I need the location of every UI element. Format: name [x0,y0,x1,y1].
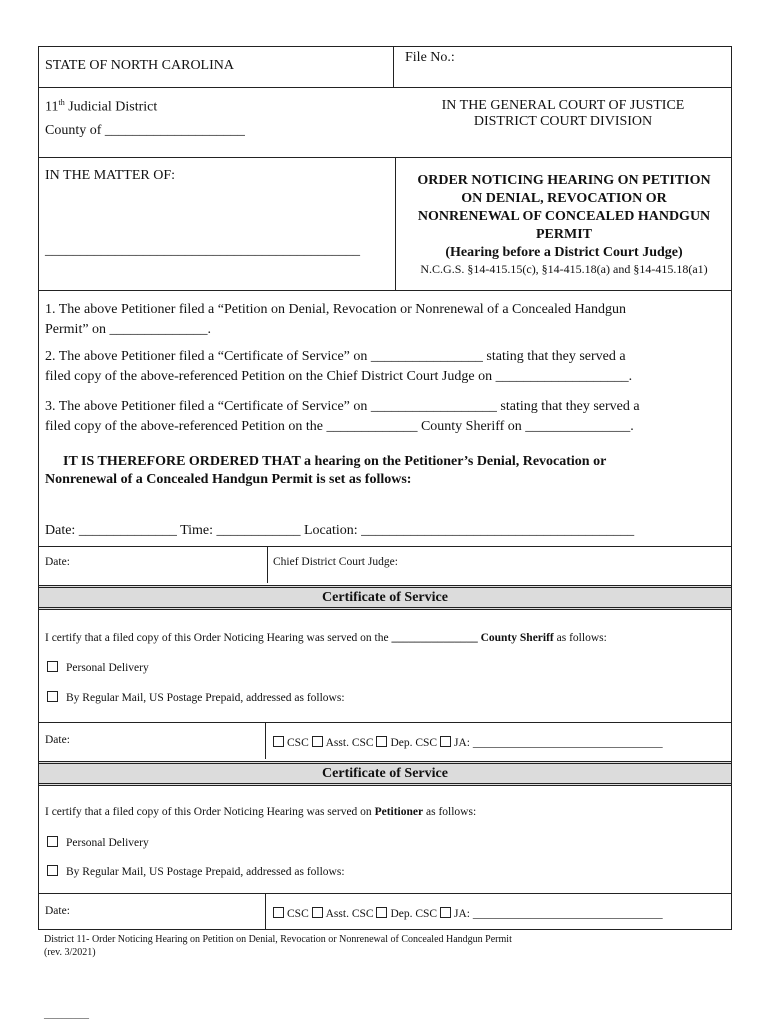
footer-mark: __________ [44,1010,89,1020]
paragraph-2: 2. The above Petitioner filed a “Certificate of Service” on ________________ stating that they served a filed copy of the above-referenced Petition on the Chief District Court Judge on ___________________. [45,349,633,384]
matter-label: IN THE MATTER OF: [45,168,176,183]
divider [395,157,396,290]
order-form [38,46,732,930]
matter-blank: _____________________________________________ [45,243,360,258]
hearing-details: Date: ______________ Time: ____________ Location: _______________________________________ [45,523,635,538]
regular-mail-option-2[interactable]: By Regular Mail, US Postage Prepaid, addressed as follows: [47,865,345,878]
divider [39,290,731,291]
court-name: IN THE GENERAL COURT OF JUSTICE DISTRICT COURT DIVISION [441,98,685,129]
certificate-2-signer: CSC Asst. CSC Dep. CSC JA: _________________________________ [273,907,663,920]
certificate-heading-2: Certificate of Service [39,761,731,786]
certificate-heading-1: Certificate of Service [39,585,731,610]
divider [267,546,268,583]
divider [39,722,731,723]
dep-csc-checkbox-icon[interactable] [376,736,387,747]
file-no-label: File No.: [405,50,455,65]
state-label: STATE OF NORTH CAROLINA [45,58,234,73]
dep-csc-checkbox-icon[interactable] [376,907,387,918]
asst-csc-checkbox-icon[interactable] [312,907,323,918]
divider [39,157,731,158]
divider [393,47,394,87]
checkbox-icon[interactable] [47,661,58,672]
divider [39,893,731,894]
county-field: County of ____________________ [45,123,245,138]
divider [265,722,266,759]
statute-citation: N.C.G.S. §14-415.15(c), §14-415.18(a) and §14-415.18(a1) [420,262,708,276]
checkbox-icon[interactable] [47,865,58,876]
checkbox-icon[interactable] [47,691,58,702]
certificate-1-date-label: Date: [45,734,70,746]
personal-delivery-option-2[interactable]: Personal Delivery [47,836,149,849]
order-statement: IT IS THEREFORE ORDERED THAT a hearing on the Petitioner’s Denial, Revocation or Nonrenewal of a Concealed Handgun Permit is set as follows: [45,454,607,487]
divider [265,893,266,930]
signature-date-label: Date: [45,556,70,568]
certificate-1-statement: I certify that a filed copy of this Order Noticing Hearing was served on the _______________ County Sheriff as follows: [45,632,607,644]
judicial-district: 11th Judicial District [45,98,158,115]
certificate-2-date-label: Date: [45,905,70,917]
divider [39,546,731,547]
personal-delivery-option-1[interactable]: Personal Delivery [47,661,149,674]
csc-checkbox-icon[interactable] [273,907,284,918]
ja-checkbox-icon[interactable] [440,907,451,918]
order-title: ORDER NOTICING HEARING ON PETITION ON DENIAL, REVOCATION OR NONRENEWAL OF CONCEALED HANDGUN PERMIT (Hearing before a District Court Judge) [417,173,711,260]
judge-signature-label: Chief District Court Judge: [273,556,398,568]
ja-checkbox-icon[interactable] [440,736,451,747]
certificate-2-statement: I certify that a filed copy of this Order Noticing Hearing was served on Petitioner as follows: [45,806,477,818]
certificate-1-signer: CSC Asst. CSC Dep. CSC JA: _________________________________ [273,736,663,749]
form-footer: District 11- Order Noticing Hearing on Petition on Denial, Revocation or Nonrenewal of Concealed Handgun Permit (rev. 3/2021) [44,934,512,958]
paragraph-3: 3. The above Petitioner filed a “Certificate of Service” on __________________ stating that they served a filed copy of the above-referenced Petition on the _____________ County Sheriff on _______________. [45,399,640,434]
csc-checkbox-icon[interactable] [273,736,284,747]
paragraph-1: 1. The above Petitioner filed a “Petition on Denial, Revocation or Nonrenewal of a Concealed Handgun Permit” on ______________. [45,302,626,337]
regular-mail-option-1[interactable]: By Regular Mail, US Postage Prepaid, addressed as follows: [47,691,345,704]
checkbox-icon[interactable] [47,836,58,847]
divider [39,87,731,88]
asst-csc-checkbox-icon[interactable] [312,736,323,747]
